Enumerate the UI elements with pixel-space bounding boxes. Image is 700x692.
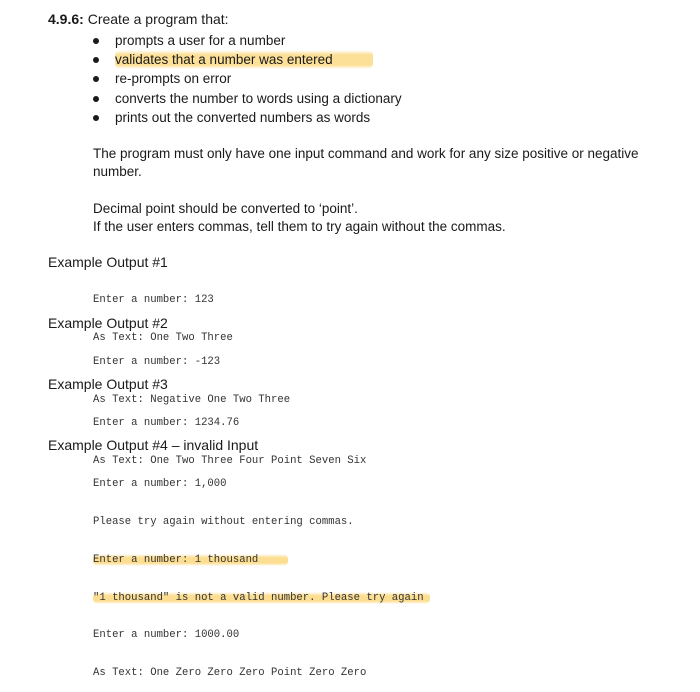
list-item: prints out the converted numbers as words [93,108,402,127]
paragraph-line: Decimal point should be converted to ‘point’. [93,201,358,216]
list-item: re-prompts on error [93,69,402,88]
code-line: Enter a number: 123 [93,294,214,307]
example-title: Example Output #3 [48,376,168,392]
example-title: Example Output #2 [48,315,168,331]
task-heading [48,11,229,27]
code-line: Please try again without entering commas. [93,515,354,528]
paragraph-line: If the user enters commas, tell them to try again without the commas. [93,219,506,234]
bullet-icon [93,76,99,82]
list-item [93,50,402,69]
highlighted-code-line: Enter a number: 1 thousand [93,554,288,567]
requirements-list [93,31,402,127]
example-title: Example Output #1 [48,254,168,270]
bullet-icon [93,96,99,102]
code-line: Enter a number: 1234.76 [93,417,240,430]
code-line: Enter a number: 1,000 [93,478,227,491]
code-line: As Text: One Two Three [93,331,233,344]
task-title: Create a program that: [87,11,229,27]
example-title: Example Output #4 – invalid Input [48,437,259,453]
list-item: prompts a user for a number [93,31,402,50]
highlighted-text: validates that a number was entered [115,50,373,69]
code-line: Enter a number: -123 [93,356,221,369]
example-code-block [93,453,430,692]
code-line: As Text: One Zero Zero Zero Point Zero Zero [93,667,367,680]
bullet-icon [93,38,99,44]
bullet-icon [93,57,99,63]
code-line: Enter a number: 1000.00 [93,629,240,642]
paragraph-decimal [93,200,663,236]
task-number: 4.9.6: [48,11,84,27]
code-line: As Text: Negative One Two Three [93,393,291,406]
bullet-icon [93,115,99,121]
highlighted-code-line: "1 thousand" is not a valid number. Please try again [93,592,430,605]
paragraph-requirements: The program must only have one input command and work for any size positive or negative number. [93,146,639,179]
code-line: As Text: One Two Three Four Point Seven Six [93,454,367,467]
list-item: converts the number to words using a dictionary [93,89,402,108]
